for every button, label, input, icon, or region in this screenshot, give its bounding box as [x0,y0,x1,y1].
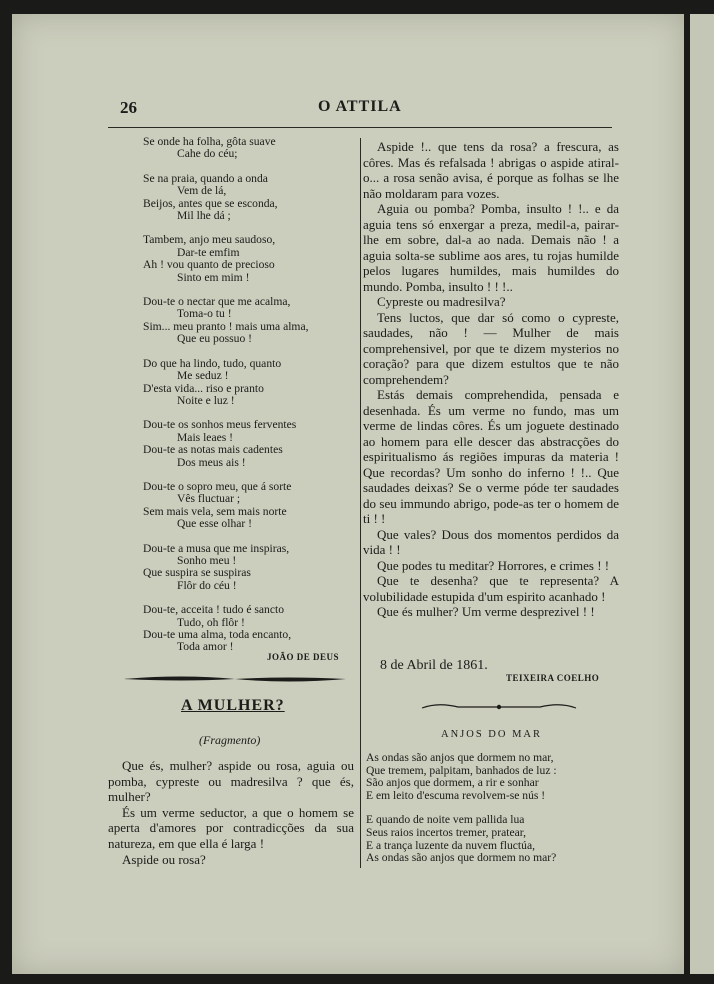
page-number: 26 [120,98,137,117]
poem-line: Cahe do céu; [177,147,238,161]
poem-line: Que eu possuo ! [177,332,253,346]
paragraph: Aspide ou rosa? [122,851,206,867]
poem-title: ANJOS DO MAR [441,729,543,740]
poem-line: Que esse olhar ! [177,517,253,531]
poem-line: Dar-te emfim [177,245,240,259]
poem-line: Beijos, antes que se esconda, [143,196,278,210]
poem-line: As ondas são anjos que dormem no mar, [366,751,554,764]
article-date: 8 de Abril de 1861. [380,658,488,673]
poem-line: Seus raios incertos tremer, pratear, [366,825,527,839]
poem-line: Dou-te as notas mais cadentes [143,443,283,457]
article-author: TEIXEIRA COELHO [506,673,600,683]
paragraph: Aguia ou pomba? Pomba, insulto ! !.. e da aguia tens só enxergar a preza, medil-a, pairar-lhe em sobre, dal-a ao nada. Demais não ! a aguia solta-se sublime aos ares, tu rojas humilde pelos lugares humildes, mais humildes do mundo. Pomba, insulto ! ! !.. [363,201,619,294]
paragraph: Que podes tu meditar? Horrores, e crimes ! ! [377,557,610,573]
poem-line: Se na praia, quando a onda [143,171,268,185]
paragraph: És um verme seductor, a que o homem se aperta d'amores por contradicções da sua natureza, em que ella é larga ! [108,804,354,851]
poem-line: São anjos que dormem, a rir e sonhar [366,776,539,790]
poem-line: E a trança luzente da nuvem fluctúa, [366,838,535,852]
paragraph: Cypreste ou madresilva? [377,294,506,309]
poem-line: Sem mais vela, sem mais norte [143,504,287,518]
paragraph: Que vales? Dous dos momentos perdidos da vida ! ! [363,526,619,557]
poem-line: Flôr do céu ! [177,578,237,592]
poem-line: Sonho meu ! [177,553,237,567]
poem-line: Sinto em mim ! [177,270,250,284]
poem-line: Sim... meu pranto ! mais uma alma, [143,319,309,333]
ornament-divider-icon [122,672,348,686]
poem-line: As ondas são anjos que dormem no mar? [366,851,557,865]
poem-line: Dou-te a musa que me inspiras, [143,541,290,555]
poem-line: Dos meus ais ! [177,455,246,469]
poem-line: E quando de noite vem pallida lua [366,813,525,827]
poem-line: Mil lhe dá ; [177,209,231,223]
poem-line: Dou-te os sonhos meus ferventes [143,418,297,432]
poem-line: Que suspira se suspiras [143,566,251,580]
article-subtitle: (Fragmento) [199,733,261,747]
column-divider [360,138,361,868]
poem-line: Dou-te uma alma, toda encanto, [143,628,292,641]
poem [143,136,353,654]
paragraph: Que és mulher? Um verme desprezivel ! ! [377,604,595,619]
poem-line: Do que ha lindo, tudo, quanto [143,356,282,370]
page-title: O ATTILA [318,98,402,115]
paragraph: Aspide !.. que tens da rosa? a frescura, as côres. Mas és refalsada ! abrigas o aspide atiral-o... a rosa senão avisa, é porque as folhas se lhe não moldaram para vozes. [363,139,619,201]
poem-line: Dou-te o sopro meu, que á sorte [143,479,292,493]
paragraph: Tens luctos, que dar só como o cypreste, saudades, não ! — Mulher de mais comprehensivel, por que te dizem mysterios no coração? para que dizem estultos que te não comprehendem? [363,309,619,387]
poem-line: Que tremem, palpitam, banhados de luz : [366,763,557,777]
poem-line: Dou-te, acceita ! tudo é sancto [143,603,284,617]
adjacent-page-edge [690,14,714,974]
poem-line: Vem de lá, [177,184,227,198]
poem-line: E em leito d'escuma revolvem-se nús ! [366,788,546,802]
paragraph: Que te desenha? que te representa? A volubilidade estupida d'um espirito acanhado ! [363,573,619,604]
poem-line: Noite e luz ! [177,393,235,407]
poem-line: Ah ! vou quanto de precioso [143,258,275,272]
poem-line: D'esta vida... riso e pranto [143,381,264,395]
poem-line: Toma-o tu ! [177,307,232,321]
paragraph: Estás demais comprehendida, pensada e desenhada. És um verme no fundo, mas um verme de lindas côres. És um joguete destinado ao homem para elle descer das abstracções do espiritualismo ás regiões impuras da materia ! Que recordas? Um sonho do inferno ! !.. Que saudades deixas? Se o verme póde ter saudades do seu immundo abrigo, pode-as ter o homem de ti ! ! [363,387,619,526]
poem-line: Se onde ha folha, gôta suave [143,135,276,148]
paragraph: Que és, mulher? aspide ou rosa, aguia ou pomba, cypreste ou madresilva ? que és, mulher? [108,758,354,805]
poem-line: Mais leaes ! [177,430,234,444]
poem-line: Toda amor ! [177,640,234,654]
article-left-column [108,758,354,867]
article-title: A MULHER? [181,697,285,714]
poem-line: Me seduz ! [177,369,229,383]
article-right-column [363,139,619,620]
header-rule [108,127,612,128]
scroll-ornament-icon [418,700,580,714]
poem-author: JOÃO DE DEUS [267,652,340,662]
poem-line: Tambem, anjo meu saudoso, [143,233,276,247]
poem-line: Dou-te o nectar que me acalma, [143,295,291,309]
poem-line: Tudo, oh flôr ! [177,615,245,629]
anjos-poem [366,752,616,865]
poem-line: Vês fluctuar ; [177,492,241,506]
